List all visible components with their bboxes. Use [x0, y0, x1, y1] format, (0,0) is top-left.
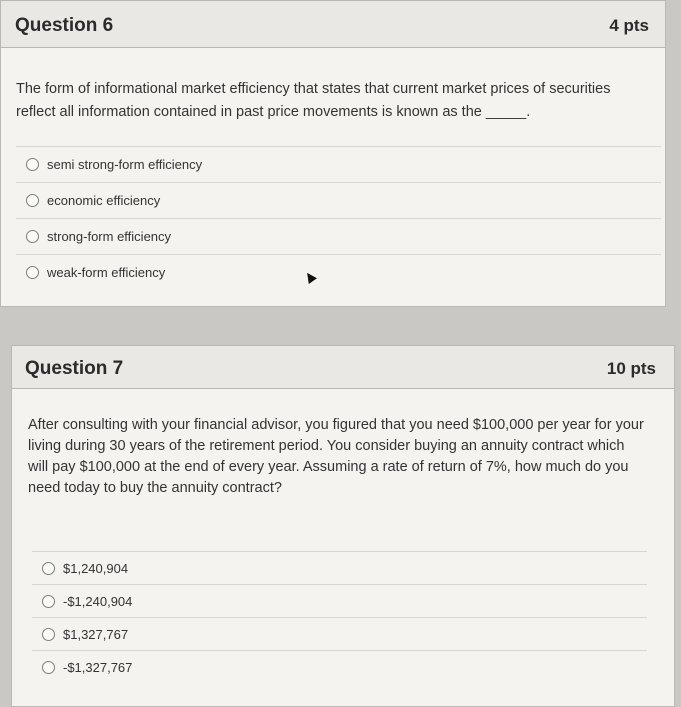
- answer-label: -$1,327,767: [63, 659, 133, 675]
- answer-option[interactable]: [16, 218, 661, 254]
- radio-button[interactable]: [26, 230, 39, 243]
- radio-button[interactable]: [42, 661, 55, 674]
- answer-label: $1,240,904: [63, 560, 129, 576]
- question-7-card: [11, 345, 675, 707]
- answer-label: semi strong-form efficiency: [47, 157, 203, 172]
- question-text: The form of informational market efficiency that states that current market prices of securities reflect all information contained in past price movements is known as the _____.: [16, 81, 611, 120]
- question-header: [1, 1, 665, 48]
- answer-option[interactable]: [32, 650, 647, 683]
- answer-option[interactable]: [32, 617, 647, 650]
- answer-label: weak-form efficiency: [47, 265, 166, 280]
- radio-button[interactable]: [26, 158, 39, 171]
- radio-button[interactable]: [42, 595, 55, 608]
- answer-option[interactable]: [16, 146, 661, 182]
- question-points: 4 pts: [609, 16, 649, 35]
- answer-list: [32, 551, 647, 683]
- radio-button[interactable]: [42, 562, 55, 575]
- question-title: Question 7: [25, 358, 124, 379]
- answer-list: [16, 146, 661, 290]
- answer-label: $1,327,767: [63, 626, 129, 642]
- answer-option[interactable]: [32, 551, 647, 584]
- question-header: [12, 346, 674, 389]
- radio-button[interactable]: [26, 194, 39, 207]
- answer-option[interactable]: [16, 182, 661, 218]
- answer-label: economic efficiency: [47, 193, 161, 208]
- question-points: 10 pts: [606, 359, 656, 378]
- radio-button[interactable]: [26, 266, 39, 279]
- answer-label: -$1,240,904: [63, 593, 133, 609]
- answer-label: strong-form efficiency: [47, 229, 172, 244]
- question-title: Question 6: [15, 15, 114, 36]
- question-6-card: [0, 0, 666, 307]
- question-text: After consulting with your financial advisor, you figured that you need $100,000 per year for your living during 30 years of the retirement period. You consider buying an annuity contract which will pay $100,000 at the end of every year. Assuming a rate of return of 7%, how much do you need today to buy the annuity contract?: [28, 417, 644, 496]
- radio-button[interactable]: [42, 628, 55, 641]
- answer-option[interactable]: [32, 584, 647, 617]
- answer-option[interactable]: [16, 254, 661, 290]
